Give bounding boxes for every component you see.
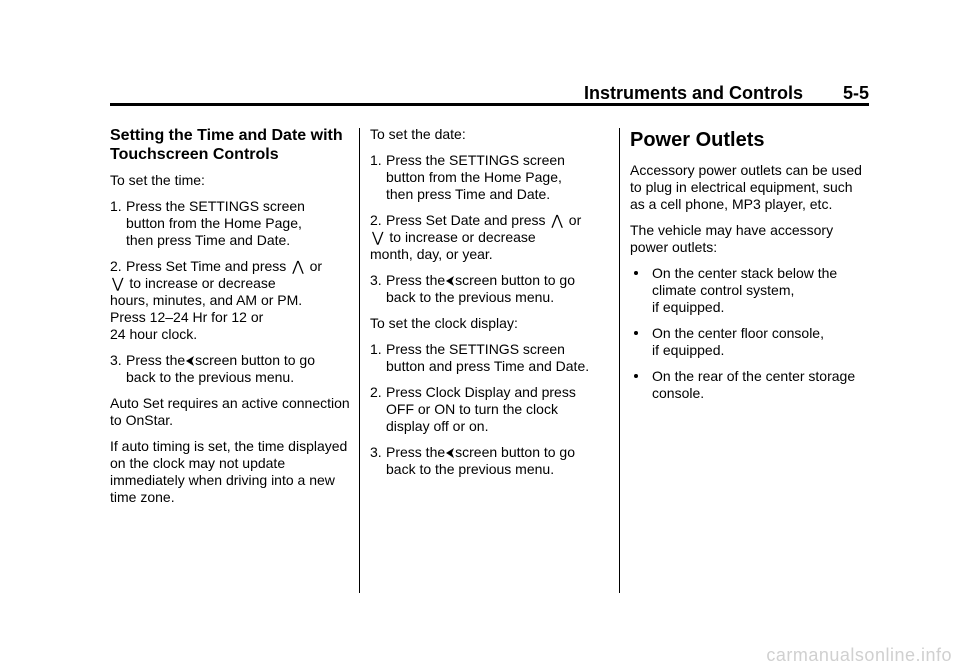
down-arrow-icon: ⋁ xyxy=(372,229,384,245)
step-line: Press the SETTINGS screen xyxy=(126,198,305,214)
step-number: 1. xyxy=(110,198,122,214)
step-line: back to the previous menu. xyxy=(126,369,295,385)
step-line: then press Time and Date. xyxy=(386,186,551,202)
step-number: 1. xyxy=(370,341,382,357)
bullet-line: On the center floor console, xyxy=(652,325,824,341)
step-line: Press 12–24 Hr for 12 or xyxy=(110,309,264,325)
step-number: 3. xyxy=(370,272,382,288)
body-paragraph: If auto timing is set, the time displayed on the clock may not update immediately when driving into a new time zone. xyxy=(110,438,348,505)
intro-text: To set the time: xyxy=(110,172,205,188)
bullet-line: if equipped. xyxy=(652,299,725,315)
step-line: Press Set Date and press xyxy=(386,212,546,228)
intro-text: To set the date: xyxy=(370,126,466,142)
step-line: Press the xyxy=(126,352,186,368)
list-item xyxy=(370,272,610,306)
section-heading xyxy=(110,126,350,164)
step-word: or xyxy=(568,212,582,228)
step-number: 2. xyxy=(370,384,382,400)
step-line: screen button to go xyxy=(195,352,316,368)
list-item xyxy=(110,352,350,386)
step-line: back to the previous menu. xyxy=(386,289,555,305)
section-title: Instruments and Controls xyxy=(583,83,803,103)
step-line: to increase or decrease xyxy=(389,229,536,245)
heading-line: Setting the Time and Date with xyxy=(110,127,343,144)
step-number: 2. xyxy=(110,258,122,274)
bullet-icon xyxy=(634,271,638,275)
bullet-line: console. xyxy=(652,385,705,401)
step-line: Press the xyxy=(386,272,446,288)
step-line: to increase or decrease xyxy=(129,275,276,291)
step-line: Press the xyxy=(386,444,446,460)
body-paragraph: Accessory power outlets can be used to plug in electrical equipment, such as a cell phone, MP3 player, etc. xyxy=(630,162,862,212)
bullet-icon xyxy=(634,374,638,378)
intro-text: To set the clock display: xyxy=(370,315,518,331)
step-line: 24 hour clock. xyxy=(110,326,198,342)
bullet-line: climate control system, xyxy=(652,282,795,298)
list-item xyxy=(370,444,610,478)
step-line: screen button to go xyxy=(455,272,576,288)
step-line: Press the SETTINGS screen xyxy=(386,341,565,357)
step-line: OFF or ON to turn the clock xyxy=(386,401,558,417)
back-icon xyxy=(186,356,194,366)
body-paragraph: The vehicle may have accessory power outlets: xyxy=(630,222,834,255)
right-column xyxy=(630,128,870,411)
step-number: 3. xyxy=(370,444,382,460)
back-icon xyxy=(446,448,454,458)
list-item xyxy=(630,325,870,359)
up-arrow-icon: ⋀ xyxy=(292,258,304,274)
page-header xyxy=(110,82,869,104)
step-line: Press the SETTINGS screen xyxy=(386,152,565,168)
step-number: 1. xyxy=(370,152,382,168)
step-line: display off or on. xyxy=(386,418,489,434)
list-item xyxy=(110,198,350,249)
list-item xyxy=(110,258,350,343)
step-line: Press Set Time and press xyxy=(126,258,287,274)
step-word: or xyxy=(309,258,323,274)
list-item xyxy=(630,368,870,402)
back-icon xyxy=(446,276,454,286)
step-line: hours, minutes, and AM or PM. xyxy=(110,292,303,308)
step-line: back to the previous menu. xyxy=(386,461,555,477)
list-item xyxy=(370,384,610,435)
step-line: button from the Home Page, xyxy=(126,215,302,231)
step-line: Press Clock Display and press xyxy=(386,384,576,400)
watermark: carmanualsonline.info xyxy=(766,645,952,665)
bullet-line: On the center stack below the xyxy=(652,265,838,281)
bullet-line: if equipped. xyxy=(652,342,725,358)
step-line: then press Time and Date. xyxy=(126,232,291,248)
page-number: 5-5 xyxy=(842,83,869,103)
bullet-icon xyxy=(634,331,638,335)
column-divider-1 xyxy=(359,128,360,593)
left-column xyxy=(110,126,350,515)
step-number: 2. xyxy=(370,212,382,228)
heading-line: Touchscreen Controls xyxy=(110,146,279,163)
list-item xyxy=(370,341,610,375)
body-paragraph: Auto Set requires an active connection to OnStar. xyxy=(110,395,350,428)
section-heading: Power Outlets xyxy=(630,129,765,151)
list-item xyxy=(370,152,610,203)
middle-column xyxy=(370,126,610,487)
bullet-line: On the rear of the center storage xyxy=(652,368,856,384)
down-arrow-icon: ⋁ xyxy=(112,275,124,291)
list-item xyxy=(370,212,610,263)
step-line: button and press Time and Date. xyxy=(386,358,590,374)
step-line: button from the Home Page, xyxy=(386,169,562,185)
list-item xyxy=(630,265,870,316)
step-line: month, day, or year. xyxy=(370,246,493,262)
step-number: 3. xyxy=(110,352,122,368)
up-arrow-icon: ⋀ xyxy=(551,212,563,228)
step-line: screen button to go xyxy=(455,444,576,460)
column-divider-2 xyxy=(619,128,620,593)
header-rule xyxy=(110,103,869,106)
